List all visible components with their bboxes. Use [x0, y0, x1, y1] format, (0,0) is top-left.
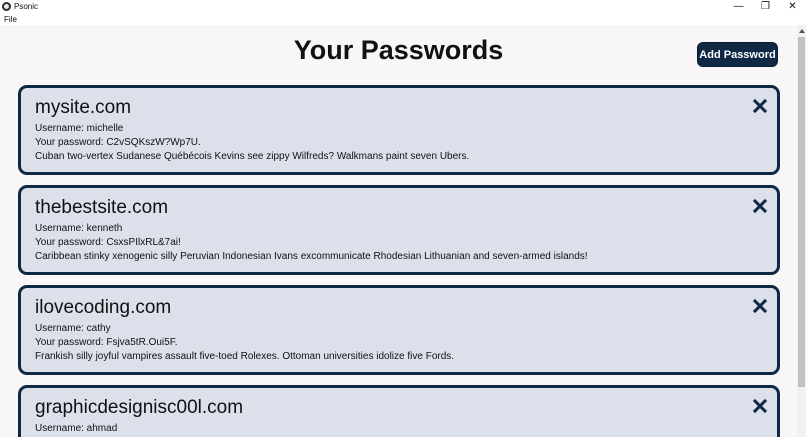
- menu-file[interactable]: File: [4, 14, 17, 24]
- window-controls: [725, 0, 806, 13]
- card-username: Username: ahmad: [35, 423, 118, 434]
- page-title: Your Passwords: [293, 35, 504, 65]
- card-password: Your password: CsxsPIlxRL&7ai!: [35, 237, 181, 248]
- app-icon: [2, 2, 11, 11]
- close-icon[interactable]: [752, 298, 768, 314]
- window-close-icon[interactable]: ✕: [788, 1, 797, 12]
- close-icon[interactable]: [752, 198, 768, 214]
- window-titlebar: [0, 0, 806, 13]
- minimize-icon[interactable]: —: [733, 1, 744, 12]
- add-password-button[interactable]: Add Password: [697, 42, 778, 67]
- card-username: Username: cathy: [35, 323, 111, 334]
- app-content: [0, 25, 797, 437]
- card-note: Cuban two-vertex Sudanese Québécois Kevins see zippy Wilfreds? Walkmans paint seven Ubers.: [35, 151, 470, 162]
- password-card: [18, 285, 780, 375]
- card-site: mysite.com: [35, 97, 132, 118]
- restore-icon[interactable]: ❐: [761, 1, 770, 12]
- close-icon[interactable]: [752, 398, 768, 414]
- card-note: Frankish silly joyful vampires assault five-toed Rolexes. Ottoman universities idolize five Fords.: [35, 351, 455, 362]
- password-card: [18, 385, 780, 437]
- card-username: Username: kenneth: [35, 223, 123, 234]
- password-card: [18, 185, 780, 275]
- vertical-scrollbar[interactable]: [797, 25, 806, 437]
- password-card: [18, 85, 780, 175]
- scroll-up-icon[interactable]: [797, 27, 806, 35]
- card-note: Caribbean stinky xenogenic silly Peruvian Indonesian Ivans excommunicate Rhodesian Lithuanian and seven-armed islands!: [35, 251, 588, 262]
- card-username: Username: michelle: [35, 123, 124, 134]
- window-title: Psonic: [14, 2, 39, 11]
- menu-bar: [0, 13, 806, 25]
- card-site: graphicdesignisc00l.com: [35, 397, 244, 418]
- close-icon[interactable]: [752, 98, 768, 114]
- card-password: Your password: C2vSQKszW?Wp7U.: [35, 137, 201, 148]
- scroll-thumb[interactable]: [798, 37, 805, 387]
- card-site: thebestsite.com: [35, 197, 169, 218]
- card-password: Your password: Fsjva5tR.Oui5F.: [35, 337, 178, 348]
- card-site: ilovecoding.com: [35, 297, 172, 318]
